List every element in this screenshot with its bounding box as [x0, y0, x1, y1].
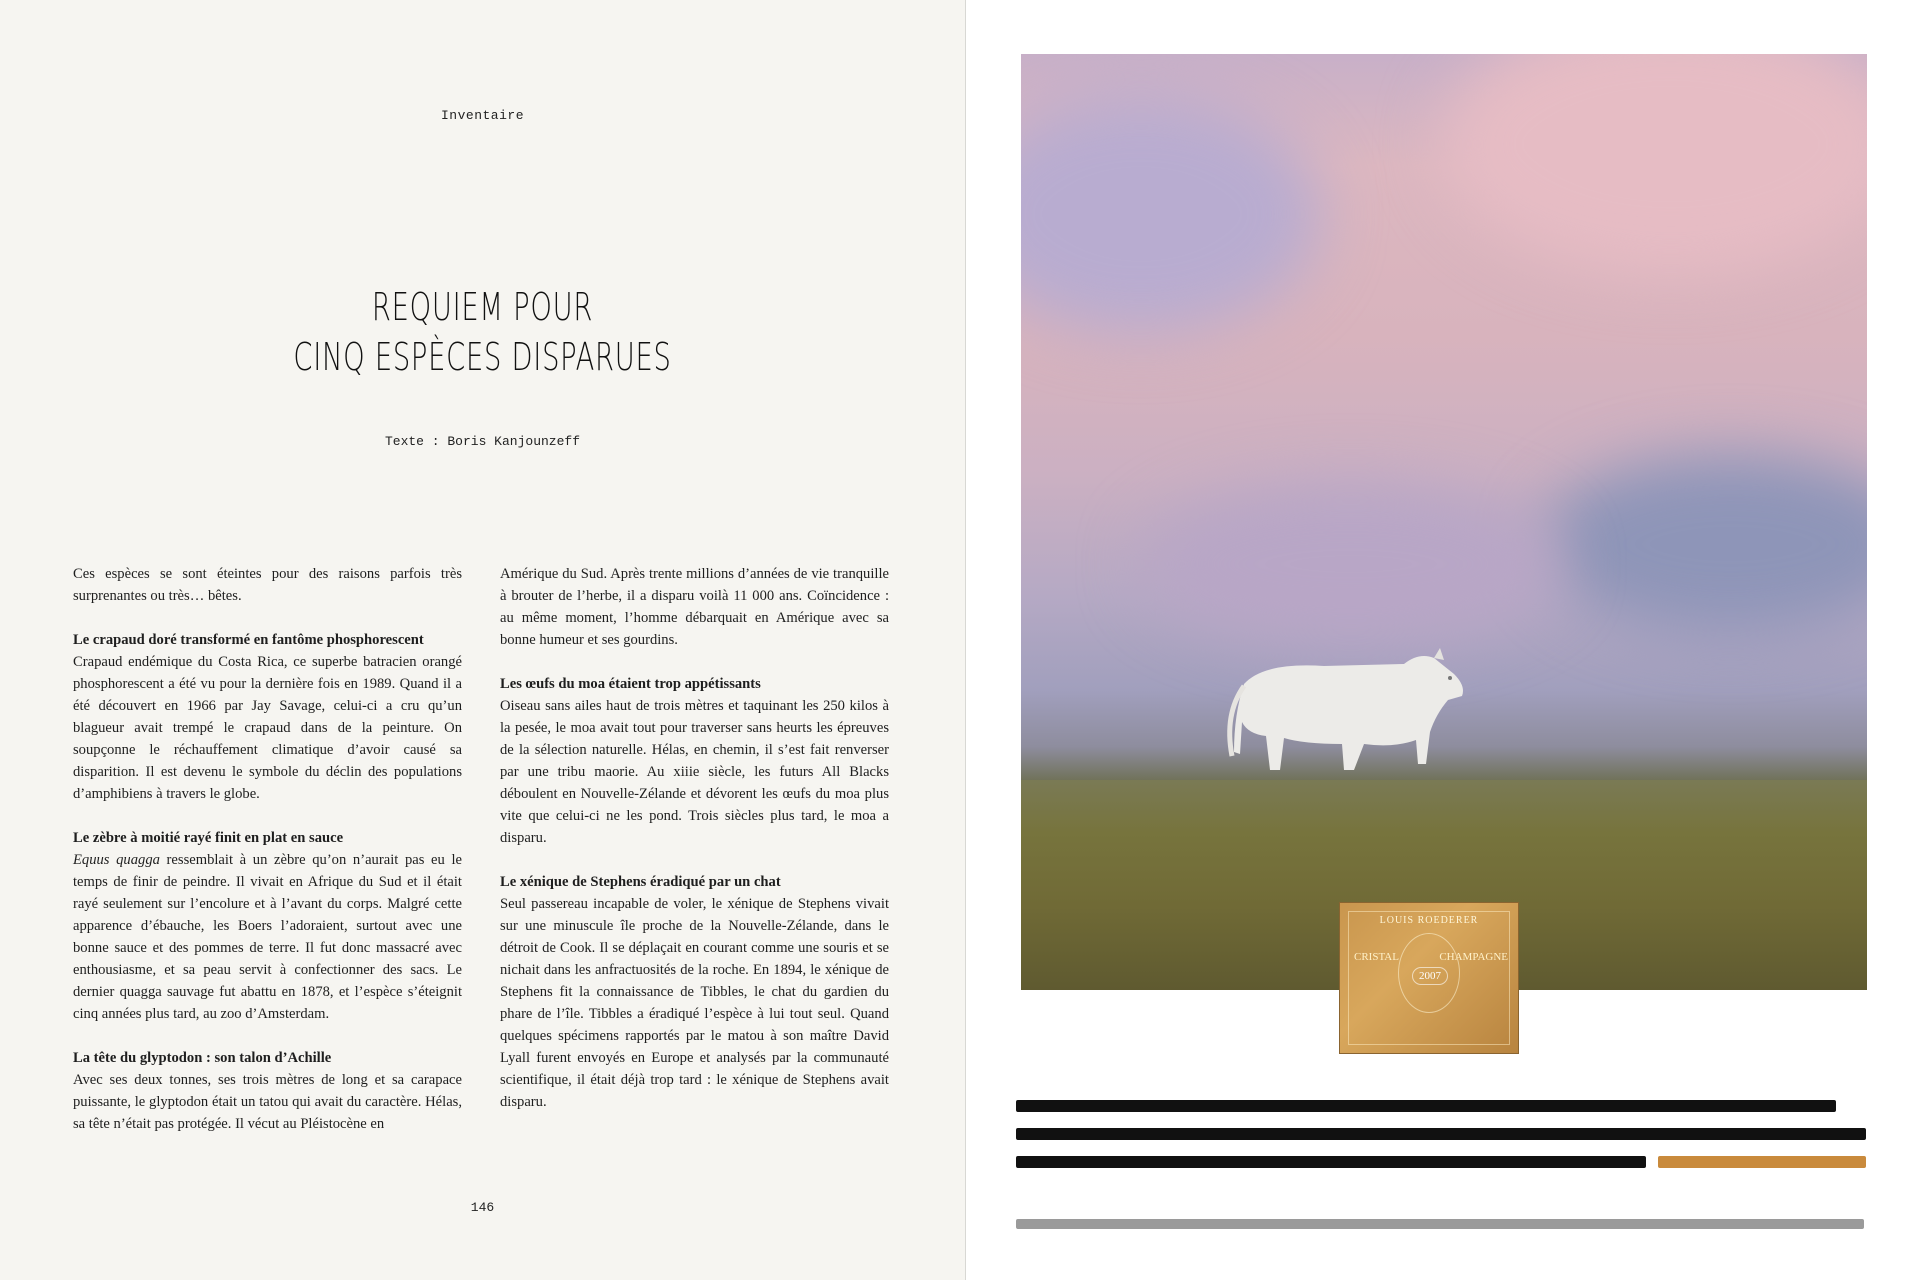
sky-cloud [1141, 484, 1561, 644]
legal-notice-illegible [1016, 1219, 1866, 1231]
ad-highlight [1658, 1156, 1866, 1168]
text-column-1 [73, 563, 462, 1157]
title-line-2: CINQ ESPÈCES DISPARUES [293, 335, 672, 379]
label-left-word: CRISTAL [1354, 951, 1399, 963]
label-right-word: CHAMPAGNE [1439, 951, 1508, 963]
section-body: Crapaud endémique du Costa Rica, ce superbe batracien orangé phosphorescent a été vu pour la dernière fois en 1989. Quand il a été découvert en 1966 par Jay Savage, celui-ci a cru qu’un blagueur avait trempé le crapaud dans de la peinture. On soupçonne le réchauffement climatique d’avoir causé sa disparition. Il est devenu le symbole du déclin des populations d’amphibiens à travers le globe. [73, 654, 462, 802]
section-heading: La tête du glyptodon : son talon d’Achille [73, 1050, 332, 1066]
section-body: Seul passereau incapable de voler, le xénique de Stephens vivait sur une minuscule île proche de la Nouvelle-Zélande, dans le détroit de Cook. Il se déplaçait en courant comme une souris et se nichait dans les anfractuosités de la roche. En 1894, le xénique de Stephens fit la connaissance de Tibbles, le chat du gardien du phare de l’île. Tibbles a éradiqué l’espèce à lui tout seul. Quand quelques spécimens rapportés par le matou à son maître David Lyall furent envoyés en Europe et analysés par la communauté scientifique, il était déjà trop tard : le xénique de Stephens avait disparu. [500, 896, 889, 1110]
champagne-label [1339, 902, 1519, 1054]
section-quagga [73, 827, 462, 1025]
section-heading: Le zèbre à moitié rayé finit en plat en sauce [73, 830, 344, 846]
section-golden-toad [73, 629, 462, 805]
section-stephens-wren [500, 871, 889, 1113]
glyptodon-continued: Amérique du Sud. Après trente millions d’années de vie tranquille à brouter de l’herbe, il a disparu voilà 11 000 ans. Coïncidence : au même moment, l’homme débarquait en Amérique avec sa bonne humeur et ses gourdins. [500, 566, 889, 648]
byline: Texte : Boris Kanjounzeff [384, 434, 581, 449]
title-line-1: REQUIEM POUR [371, 285, 594, 329]
section-body: Avec ses deux tonnes, ses trois mètres de long et sa carapace puissante, le glyptodon était un tatou qui avait du caractère. Hélas, sa tête n’était pas protégée. Il vécut au Pléistocène en [73, 1072, 462, 1132]
section-body: Oiseau sans ailes haut de trois mètres et taquinant les 250 kilos à la pesée, le moa avait tout pour traverser sans heurts les épreuves de la sélection naturelle. Hélas, en chemin, il s’est fait renverser par une tribu maorie. Au xiiie siècle, les futurs All Blacks déboulent en Nouvelle-Zélande et dévorent les œufs du moa plus vite que celui-ci ne les pond. Trois siècles plus tard, le moa a disparu. [500, 698, 889, 846]
intro-paragraph: Ces espèces se sont éteintes pour des raisons parfois très surprenantes ou très… bêtes. [73, 566, 462, 604]
section-heading: Le xénique de Stephens éradiqué par un chat [500, 874, 781, 890]
text-column-2 [500, 563, 889, 1135]
cow-photograph [1021, 54, 1867, 990]
white-cow [1204, 644, 1504, 804]
page-number: 146 [470, 1200, 495, 1215]
label-brand: LOUIS ROEDERER [1379, 915, 1479, 926]
section-heading: Les œufs du moa étaient trop appétissants [500, 676, 761, 692]
sky-cloud [1441, 54, 1867, 274]
section-glyptodon [73, 1047, 462, 1135]
section-body-text: ressemblait à un zèbre qu’on n’aurait pas eu le temps de finir de peindre. Il vivait en Afrique du Sud et il était rayé seulement sur l’encolure et à l’avant du corps. Malgré cette apparence d’ébauche, les Boers l’adoraient, surtout avec une bonne sauce et des pommes de terre. Il fut donc massacré avec enthousiasme, et sa peau servit à confectionner des sacs. Le dernier quagga sauvage fut abattu en 1878, et l’espèce s’éteignit cinq années plus tard, au zoo d’Amsterdam. [73, 852, 462, 1022]
sky-cloud [1021, 94, 1321, 334]
species-name: Equus quagga [73, 852, 160, 868]
section-moa [500, 673, 889, 849]
section-body [73, 849, 462, 1025]
section-kicker: Inventaire [440, 108, 524, 123]
label-vintage: 2007 [1412, 967, 1448, 985]
sky-cloud [1541, 454, 1867, 634]
section-heading: Le crapaud doré transformé en fantôme phosphorescent [73, 632, 424, 648]
article-title [135, 282, 830, 382]
ad-copy-illegible [1016, 1098, 1866, 1172]
